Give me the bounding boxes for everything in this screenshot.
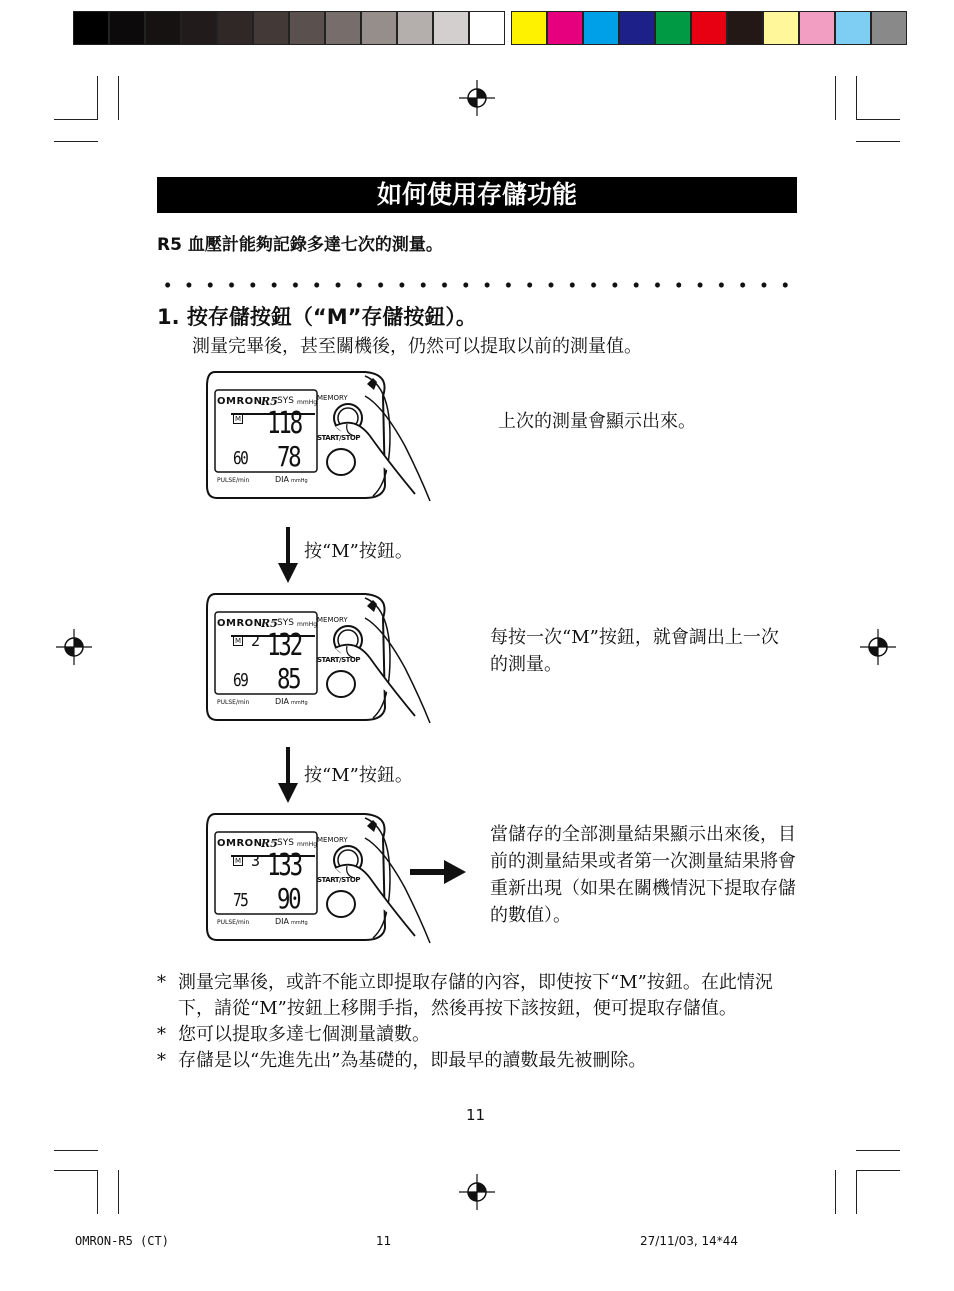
pulse-label: PULSE/min [217, 477, 250, 484]
page-title: 如何使用存儲功能 [157, 177, 797, 213]
calibration-swatch [583, 11, 619, 45]
calibration-swatch [145, 11, 181, 45]
calibration-swatch [469, 11, 505, 45]
crop-mark [835, 76, 836, 120]
start-stop-label: START/STOP [317, 434, 360, 442]
brand-logo: OMRON [217, 618, 263, 629]
memory-indicator-icon: M [235, 637, 242, 645]
registration-mark-icon [860, 629, 896, 665]
footer-center: 11 [376, 1234, 392, 1248]
down-arrow-icon [278, 527, 298, 583]
calibration-swatch [289, 11, 325, 45]
crop-mark [856, 141, 900, 142]
step-subtext: 測量完畢後，甚至關機後，仍然可以提取以前的測量值。 [192, 336, 642, 357]
memory-label: MEMORY [317, 616, 348, 624]
model-label: R5 [261, 837, 278, 850]
description-first: 上次的測量會顯示出來。 [498, 411, 696, 432]
calibration-swatch [511, 11, 547, 45]
note-item: * 您可以提取多達七個測量讀數。 [157, 1024, 430, 1045]
diastolic-reading: 78 [277, 440, 300, 473]
calibration-swatch [547, 11, 583, 45]
arrow-label: 按“M”按鈕。 [304, 765, 413, 786]
calibration-swatch [361, 11, 397, 45]
calibration-swatch [253, 11, 289, 45]
memory-index: 3 [251, 852, 261, 870]
notes-list [157, 970, 797, 1074]
down-arrow-icon [278, 747, 298, 803]
sys-label: SYS [277, 396, 294, 406]
calibration-swatch [763, 11, 799, 45]
blood-pressure-monitor-illustration [205, 366, 435, 506]
crop-mark [118, 1170, 119, 1214]
crop-mark [97, 1170, 98, 1214]
blood-pressure-monitor-illustration [205, 808, 435, 948]
sys-label: SYS [277, 618, 294, 628]
registration-mark-icon [459, 80, 495, 116]
dotted-divider [157, 281, 797, 289]
memory-indicator-icon: M [235, 857, 242, 865]
calibration-swatch [655, 11, 691, 45]
note-item: * 存儲是以“先進先出”為基礎的，即最早的讀數最先被刪除。 [157, 1050, 647, 1071]
color-calibration-bar [511, 11, 907, 45]
systolic-reading: 132 [267, 628, 301, 663]
dia-unit-label: mmHg [291, 478, 308, 484]
crop-mark [54, 141, 98, 142]
crop-mark [856, 119, 900, 120]
intro-text: R5 血壓計能夠記錄多達七次的測量。 [157, 235, 443, 255]
calibration-swatch [727, 11, 763, 45]
crop-mark [54, 1150, 98, 1151]
grayscale-calibration-bar [73, 11, 505, 45]
model-label: R5 [261, 617, 278, 630]
crop-mark [856, 76, 857, 120]
sys-unit-label: mmHg [297, 621, 318, 628]
pulse-reading: 75 [233, 890, 248, 911]
sys-label: SYS [277, 838, 294, 848]
dia-unit-label: mmHg [291, 920, 308, 926]
blood-pressure-monitor-illustration [205, 588, 435, 728]
crop-mark [54, 119, 98, 120]
calibration-swatch [325, 11, 361, 45]
registration-mark-icon [56, 629, 92, 665]
calibration-swatch [619, 11, 655, 45]
systolic-reading: 133 [267, 848, 301, 883]
right-arrow-icon [410, 860, 466, 884]
pulse-reading: 60 [233, 448, 248, 469]
calibration-swatch [109, 11, 145, 45]
dia-label: DIA [275, 697, 289, 706]
calibration-swatch [799, 11, 835, 45]
calibration-swatch [397, 11, 433, 45]
memory-index: 2 [251, 632, 261, 650]
crop-mark [856, 1170, 900, 1171]
start-stop-label: START/STOP [317, 876, 360, 884]
registration-mark-icon [459, 1174, 495, 1210]
step-heading: 1. 按存儲按鈕（“M”存儲按鈕）。 [157, 305, 477, 329]
calibration-swatch [691, 11, 727, 45]
footer-right: 27/11/03, 14*44 [640, 1234, 739, 1248]
memory-indicator-icon: M [235, 415, 242, 423]
diastolic-reading: 85 [277, 662, 300, 695]
brand-logo: OMRON [217, 396, 263, 407]
calibration-swatch [433, 11, 469, 45]
model-label: R5 [261, 395, 278, 408]
crop-mark [97, 76, 98, 120]
systolic-reading: 118 [267, 406, 301, 441]
sys-unit-label: mmHg [297, 841, 318, 848]
diastolic-reading: 90 [277, 882, 300, 915]
calibration-swatch [217, 11, 253, 45]
calibration-swatch [835, 11, 871, 45]
pulse-reading: 69 [233, 670, 248, 691]
page-number: 11 [466, 1106, 486, 1124]
pulse-label: PULSE/min [217, 919, 250, 926]
crop-mark [835, 1170, 836, 1214]
dia-label: DIA [275, 475, 289, 484]
calibration-swatch [871, 11, 907, 45]
memory-label: MEMORY [317, 394, 348, 402]
sys-unit-label: mmHg [297, 399, 318, 406]
calibration-swatch [181, 11, 217, 45]
footer-left: OMRON-R5 (CT) [75, 1234, 169, 1248]
note-item: * 測量完畢後，或許不能立即提取存儲的內容，即使按下“M”按鈕。在此情況下，請從“M”按鈕上移開手指，然後再按下該按鈕，便可提取存儲值。 [157, 972, 773, 1019]
pulse-label: PULSE/min [217, 699, 250, 706]
crop-mark [856, 1150, 900, 1151]
start-stop-label: START/STOP [317, 656, 360, 664]
brand-logo: OMRON [217, 838, 263, 849]
crop-mark [54, 1170, 98, 1171]
crop-mark [118, 76, 119, 120]
crop-mark [856, 1170, 857, 1214]
description-third: 當儲存的全部測量結果顯示出來後，目前的測量結果或者第一次測量結果將會重新出現（如果在關機情況下提取存儲的數值）。 [490, 824, 796, 926]
dia-label: DIA [275, 917, 289, 926]
memory-label: MEMORY [317, 836, 348, 844]
calibration-swatch [73, 11, 109, 45]
dia-unit-label: mmHg [291, 700, 308, 706]
arrow-label: 按“M”按鈕。 [304, 541, 413, 562]
description-second: 每按一次“M”按鈕，就會調出上一次的測量。 [490, 627, 779, 675]
